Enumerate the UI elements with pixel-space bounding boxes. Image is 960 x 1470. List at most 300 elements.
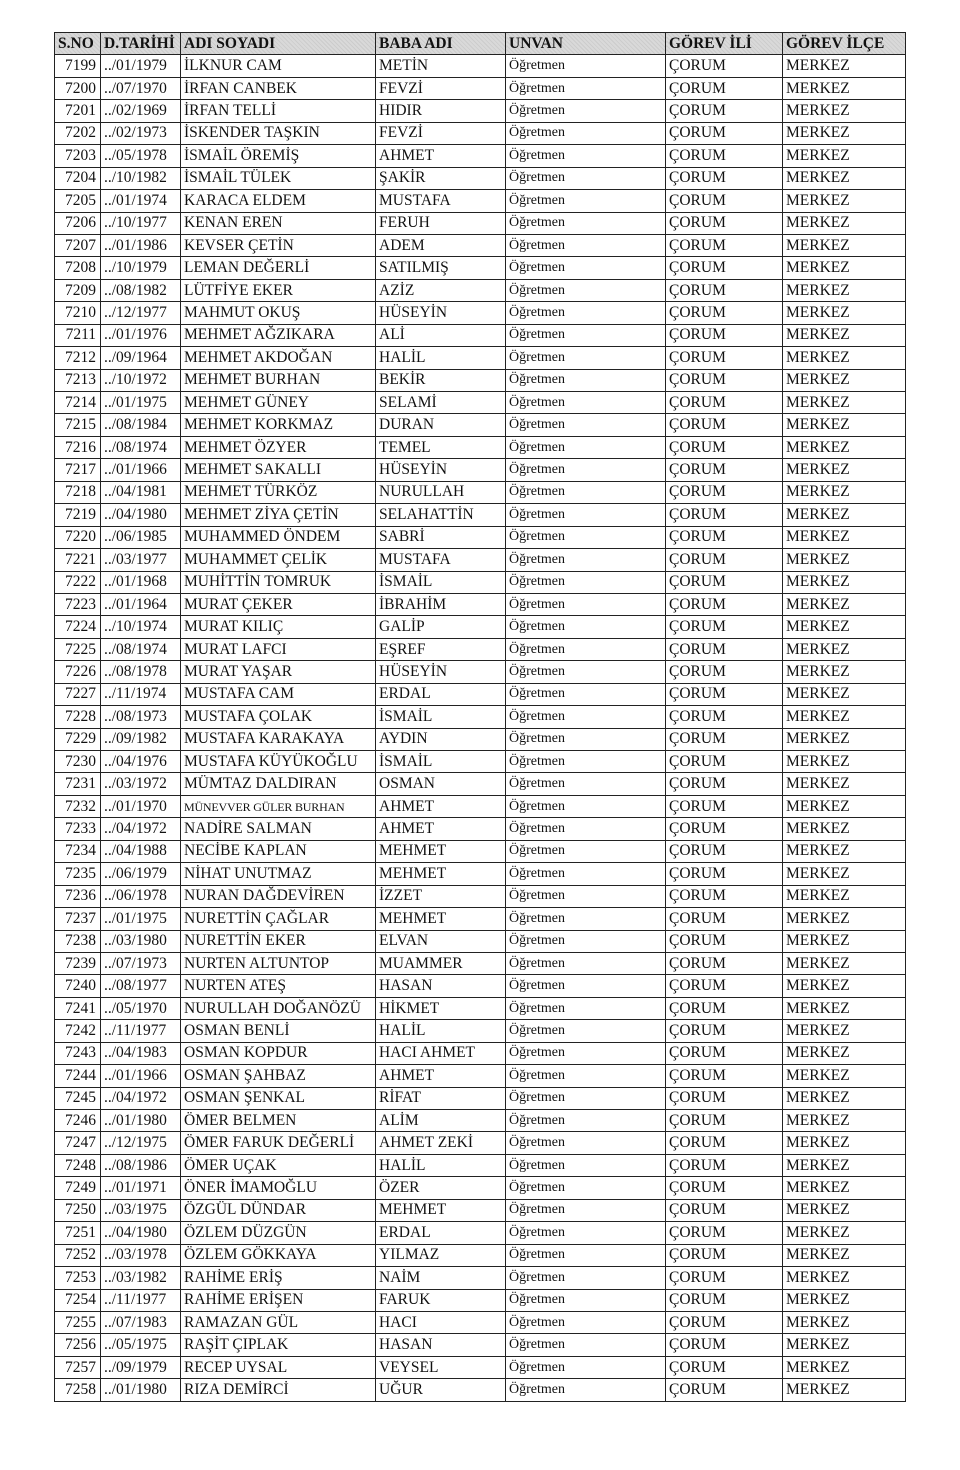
cell-baba-adi: ADEM [376,234,506,256]
cell-gorev-ilce: MERKEZ [783,638,906,660]
cell-sno: 7217 [55,459,101,481]
cell-dogum-tarihi: ../08/1974 [101,638,181,660]
cell-unvan: Öğretmen [506,122,666,144]
cell-adi-soyadi: MEHMET BURHAN [181,369,376,391]
cell-dogum-tarihi: ../05/1978 [101,145,181,167]
header-baba-adi: BABA ADI [376,33,506,55]
cell-sno: 7252 [55,1244,101,1266]
cell-sno: 7238 [55,930,101,952]
cell-gorev-ilce: MERKEZ [783,1087,906,1109]
cell-baba-adi: HALİL [376,347,506,369]
cell-dogum-tarihi: ../01/1968 [101,571,181,593]
table-row [55,1222,906,1244]
cell-baba-adi: HALİL [376,1154,506,1176]
cell-baba-adi: FERUH [376,212,506,234]
cell-gorev-ilce: MERKEZ [783,55,906,77]
cell-gorev-ilce: MERKEZ [783,279,906,301]
table-row [55,1244,906,1266]
cell-baba-adi: MEHMET [376,840,506,862]
cell-adi-soyadi: MEHMET KORKMAZ [181,414,376,436]
cell-dogum-tarihi: ../08/1978 [101,661,181,683]
cell-baba-adi: ALİ [376,324,506,346]
cell-baba-adi: HÜSEYİN [376,302,506,324]
cell-dogum-tarihi: ../09/1979 [101,1356,181,1378]
cell-gorev-ilce: MERKEZ [783,392,906,414]
cell-sno: 7226 [55,661,101,683]
cell-unvan: Öğretmen [506,1177,666,1199]
table-row [55,997,906,1019]
cell-baba-adi: SABRİ [376,526,506,548]
cell-unvan: Öğretmen [506,975,666,997]
cell-unvan: Öğretmen [506,1311,666,1333]
cell-gorev-ilce: MERKEZ [783,414,906,436]
cell-gorev-ili: ÇORUM [666,840,783,862]
cell-gorev-ilce: MERKEZ [783,571,906,593]
cell-gorev-ili: ÇORUM [666,257,783,279]
cell-gorev-ili: ÇORUM [666,122,783,144]
cell-sno: 7206 [55,212,101,234]
cell-dogum-tarihi: ../03/1982 [101,1267,181,1289]
cell-gorev-ilce: MERKEZ [783,257,906,279]
cell-gorev-ilce: MERKEZ [783,728,906,750]
cell-adi-soyadi: RAHİME ERİŞEN [181,1289,376,1311]
table-row [55,212,906,234]
cell-unvan: Öğretmen [506,997,666,1019]
cell-gorev-ili: ÇORUM [666,1379,783,1401]
cell-adi-soyadi: MEHMET AĞZIKARA [181,324,376,346]
table-row [55,1379,906,1401]
table-row [55,234,906,256]
cell-gorev-ilce: MERKEZ [783,481,906,503]
cell-gorev-ili: ÇORUM [666,1177,783,1199]
cell-dogum-tarihi: ../12/1975 [101,1132,181,1154]
cell-dogum-tarihi: ../08/1974 [101,436,181,458]
cell-unvan: Öğretmen [506,1132,666,1154]
table-row [55,908,906,930]
table-row [55,190,906,212]
cell-baba-adi: ELVAN [376,930,506,952]
cell-gorev-ilce: MERKEZ [783,1379,906,1401]
cell-gorev-ilce: MERKEZ [783,77,906,99]
cell-adi-soyadi: MÜMTAZ DALDIRAN [181,773,376,795]
header-unvan: UNVAN [506,33,666,55]
cell-adi-soyadi: İSMAİL ÖREMİŞ [181,145,376,167]
cell-gorev-ilce: MERKEZ [783,863,906,885]
cell-unvan: Öğretmen [506,908,666,930]
cell-baba-adi: UĞUR [376,1379,506,1401]
cell-gorev-ilce: MERKEZ [783,930,906,952]
cell-dogum-tarihi: ../01/1964 [101,593,181,615]
cell-sno: 7227 [55,683,101,705]
table-row [55,1311,906,1333]
cell-sno: 7225 [55,638,101,660]
cell-unvan: Öğretmen [506,414,666,436]
cell-gorev-ili: ÇORUM [666,77,783,99]
cell-baba-adi: HASAN [376,1334,506,1356]
cell-dogum-tarihi: ../04/1988 [101,840,181,862]
cell-sno: 7200 [55,77,101,99]
table-row [55,1042,906,1064]
cell-gorev-ili: ÇORUM [666,952,783,974]
table-row [55,1065,906,1087]
cell-sno: 7213 [55,369,101,391]
cell-adi-soyadi: LÜTFİYE EKER [181,279,376,301]
cell-gorev-ili: ÇORUM [666,302,783,324]
cell-gorev-ili: ÇORUM [666,706,783,728]
table-row [55,593,906,615]
cell-gorev-ilce: MERKEZ [783,683,906,705]
cell-unvan: Öğretmen [506,1334,666,1356]
cell-unvan: Öğretmen [506,145,666,167]
header-gorev-ilce: GÖREV İLÇE [783,33,906,55]
cell-gorev-ilce: MERKEZ [783,212,906,234]
cell-gorev-ilce: MERKEZ [783,526,906,548]
cell-baba-adi: VEYSEL [376,1356,506,1378]
cell-baba-adi: İSMAİL [376,751,506,773]
cell-sno: 7204 [55,167,101,189]
cell-sno: 7210 [55,302,101,324]
cell-gorev-ili: ÇORUM [666,1222,783,1244]
personnel-table [54,32,906,1402]
table-row [55,1199,906,1221]
cell-unvan: Öğretmen [506,952,666,974]
cell-dogum-tarihi: ../03/1977 [101,549,181,571]
cell-adi-soyadi: MUSTAFA KARAKAYA [181,728,376,750]
cell-gorev-ili: ÇORUM [666,818,783,840]
cell-gorev-ilce: MERKEZ [783,1042,906,1064]
cell-baba-adi: İBRAHİM [376,593,506,615]
cell-unvan: Öğretmen [506,212,666,234]
cell-gorev-ilce: MERKEZ [783,549,906,571]
cell-adi-soyadi: NADİRE SALMAN [181,818,376,840]
cell-adi-soyadi: OSMAN KOPDUR [181,1042,376,1064]
cell-sno: 7249 [55,1177,101,1199]
cell-adi-soyadi: ÖZLEM DÜZGÜN [181,1222,376,1244]
cell-gorev-ilce: MERKEZ [783,661,906,683]
cell-baba-adi: ALİM [376,1110,506,1132]
cell-sno: 7209 [55,279,101,301]
cell-unvan: Öğretmen [506,1244,666,1266]
cell-unvan: Öğretmen [506,728,666,750]
cell-sno: 7232 [55,795,101,817]
cell-gorev-ilce: MERKEZ [783,1065,906,1087]
cell-dogum-tarihi: ../03/1978 [101,1244,181,1266]
cell-sno: 7258 [55,1379,101,1401]
table-row [55,392,906,414]
table-row [55,122,906,144]
cell-gorev-ili: ÇORUM [666,55,783,77]
cell-adi-soyadi: NURTEN ALTUNTOP [181,952,376,974]
cell-gorev-ilce: MERKEZ [783,1154,906,1176]
table-row [55,459,906,481]
cell-gorev-ili: ÇORUM [666,526,783,548]
cell-gorev-ili: ÇORUM [666,1154,783,1176]
cell-unvan: Öğretmen [506,751,666,773]
cell-adi-soyadi: MURAT KILIÇ [181,616,376,638]
table-row [55,1154,906,1176]
cell-sno: 7231 [55,773,101,795]
cell-gorev-ilce: MERKEZ [783,122,906,144]
cell-gorev-ilce: MERKEZ [783,1244,906,1266]
cell-unvan: Öğretmen [506,504,666,526]
cell-baba-adi: AZİZ [376,279,506,301]
cell-gorev-ilce: MERKEZ [783,1289,906,1311]
cell-sno: 7248 [55,1154,101,1176]
cell-sno: 7235 [55,863,101,885]
cell-gorev-ilce: MERKEZ [783,190,906,212]
cell-adi-soyadi: MUHAMMET ÇELİK [181,549,376,571]
cell-unvan: Öğretmen [506,369,666,391]
cell-gorev-ilce: MERKEZ [783,167,906,189]
cell-baba-adi: HACI AHMET [376,1042,506,1064]
cell-dogum-tarihi: ../08/1984 [101,414,181,436]
cell-sno: 7201 [55,100,101,122]
cell-baba-adi: AHMET [376,818,506,840]
cell-unvan: Öğretmen [506,683,666,705]
cell-baba-adi: HASAN [376,975,506,997]
cell-dogum-tarihi: ../01/1986 [101,234,181,256]
cell-sno: 7247 [55,1132,101,1154]
cell-baba-adi: NAİM [376,1267,506,1289]
cell-adi-soyadi: ÖMER FARUK DEĞERLİ [181,1132,376,1154]
cell-sno: 7205 [55,190,101,212]
cell-gorev-ili: ÇORUM [666,1289,783,1311]
cell-gorev-ilce: MERKEZ [783,997,906,1019]
cell-adi-soyadi: KEVSER ÇETİN [181,234,376,256]
cell-unvan: Öğretmen [506,840,666,862]
cell-gorev-ili: ÇORUM [666,414,783,436]
cell-gorev-ili: ÇORUM [666,504,783,526]
header-dogum-tarihi: D.TARİHİ [101,33,181,55]
cell-unvan: Öğretmen [506,392,666,414]
cell-gorev-ilce: MERKEZ [783,234,906,256]
cell-adi-soyadi: RAHİME ERİŞ [181,1267,376,1289]
cell-baba-adi: METİN [376,55,506,77]
table-row [55,1289,906,1311]
cell-gorev-ilce: MERKEZ [783,952,906,974]
cell-adi-soyadi: OSMAN ŞENKAL [181,1087,376,1109]
cell-sno: 7237 [55,908,101,930]
cell-sno: 7202 [55,122,101,144]
cell-dogum-tarihi: ../06/1978 [101,885,181,907]
cell-baba-adi: ERDAL [376,1222,506,1244]
cell-adi-soyadi: NURULLAH DOĞANÖZÜ [181,997,376,1019]
cell-gorev-ili: ÇORUM [666,549,783,571]
cell-dogum-tarihi: ../01/1966 [101,459,181,481]
cell-baba-adi: ŞAKİR [376,167,506,189]
cell-unvan: Öğretmen [506,100,666,122]
cell-dogum-tarihi: ../01/1976 [101,324,181,346]
cell-unvan: Öğretmen [506,1087,666,1109]
table-row [55,414,906,436]
cell-dogum-tarihi: ../01/1980 [101,1379,181,1401]
cell-sno: 7242 [55,1020,101,1042]
cell-gorev-ilce: MERKEZ [783,504,906,526]
cell-adi-soyadi: MEHMET ÖZYER [181,436,376,458]
cell-dogum-tarihi: ../04/1976 [101,751,181,773]
cell-sno: 7246 [55,1110,101,1132]
cell-unvan: Öğretmen [506,347,666,369]
cell-sno: 7255 [55,1311,101,1333]
cell-gorev-ilce: MERKEZ [783,369,906,391]
header-sno: S.NO [55,33,101,55]
table-row [55,100,906,122]
cell-adi-soyadi: MUSTAFA ÇOLAK [181,706,376,728]
table-row [55,257,906,279]
cell-gorev-ili: ÇORUM [666,1199,783,1221]
cell-sno: 7236 [55,885,101,907]
cell-adi-soyadi: RAŞİT ÇIPLAK [181,1334,376,1356]
cell-gorev-ili: ÇORUM [666,885,783,907]
cell-unvan: Öğretmen [506,279,666,301]
cell-dogum-tarihi: ../04/1983 [101,1042,181,1064]
cell-adi-soyadi: MEHMET SAKALLI [181,459,376,481]
cell-gorev-ili: ÇORUM [666,481,783,503]
table-header [55,33,906,55]
cell-sno: 7244 [55,1065,101,1087]
cell-unvan: Öğretmen [506,863,666,885]
cell-gorev-ilce: MERKEZ [783,616,906,638]
cell-sno: 7222 [55,571,101,593]
cell-unvan: Öğretmen [506,616,666,638]
cell-sno: 7243 [55,1042,101,1064]
table-row [55,504,906,526]
cell-baba-adi: AHMET [376,795,506,817]
cell-adi-soyadi: İRFAN TELLİ [181,100,376,122]
cell-sno: 7211 [55,324,101,346]
cell-unvan: Öğretmen [506,638,666,660]
cell-dogum-tarihi: ../08/1982 [101,279,181,301]
cell-gorev-ili: ÇORUM [666,930,783,952]
cell-gorev-ilce: MERKEZ [783,1267,906,1289]
cell-baba-adi: MUSTAFA [376,549,506,571]
cell-gorev-ilce: MERKEZ [783,347,906,369]
cell-gorev-ilce: MERKEZ [783,1199,906,1221]
cell-baba-adi: AYDIN [376,728,506,750]
cell-adi-soyadi: RIZA DEMİRCİ [181,1379,376,1401]
cell-gorev-ili: ÇORUM [666,234,783,256]
cell-unvan: Öğretmen [506,1379,666,1401]
table-row [55,167,906,189]
cell-gorev-ilce: MERKEZ [783,1177,906,1199]
cell-baba-adi: OSMAN [376,773,506,795]
cell-unvan: Öğretmen [506,1222,666,1244]
cell-gorev-ilce: MERKEZ [783,593,906,615]
cell-baba-adi: HALİL [376,1020,506,1042]
table-row [55,1132,906,1154]
cell-gorev-ili: ÇORUM [666,863,783,885]
cell-adi-soyadi: LEMAN DEĞERLİ [181,257,376,279]
cell-unvan: Öğretmen [506,795,666,817]
cell-gorev-ilce: MERKEZ [783,773,906,795]
cell-gorev-ili: ÇORUM [666,1267,783,1289]
cell-adi-soyadi: RECEP UYSAL [181,1356,376,1378]
cell-unvan: Öğretmen [506,818,666,840]
cell-baba-adi: EŞREF [376,638,506,660]
cell-adi-soyadi: ÖNER İMAMOĞLU [181,1177,376,1199]
table-row [55,1087,906,1109]
header-row [55,33,906,55]
cell-gorev-ilce: MERKEZ [783,818,906,840]
cell-adi-soyadi: ÖMER UÇAK [181,1154,376,1176]
cell-gorev-ili: ÇORUM [666,392,783,414]
cell-gorev-ili: ÇORUM [666,1356,783,1378]
table-row [55,1110,906,1132]
table-row [55,1334,906,1356]
cell-baba-adi: RİFAT [376,1087,506,1109]
cell-baba-adi: MUSTAFA [376,190,506,212]
cell-unvan: Öğretmen [506,77,666,99]
cell-gorev-ilce: MERKEZ [783,1222,906,1244]
cell-dogum-tarihi: ../04/1980 [101,504,181,526]
table-row [55,728,906,750]
table-row [55,885,906,907]
cell-sno: 7215 [55,414,101,436]
cell-dogum-tarihi: ../06/1979 [101,863,181,885]
table-body [55,55,906,1401]
cell-gorev-ilce: MERKEZ [783,459,906,481]
cell-dogum-tarihi: ../08/1973 [101,706,181,728]
cell-dogum-tarihi: ../03/1980 [101,930,181,952]
cell-adi-soyadi: MUSTAFA KÜYÜKOĞLU [181,751,376,773]
cell-adi-soyadi: İSMAİL TÜLEK [181,167,376,189]
cell-gorev-ilce: MERKEZ [783,1311,906,1333]
cell-dogum-tarihi: ../01/1980 [101,1110,181,1132]
cell-unvan: Öğretmen [506,885,666,907]
cell-baba-adi: MEHMET [376,863,506,885]
cell-sno: 7221 [55,549,101,571]
cell-gorev-ili: ÇORUM [666,1020,783,1042]
cell-gorev-ili: ÇORUM [666,616,783,638]
cell-sno: 7220 [55,526,101,548]
cell-baba-adi: NURULLAH [376,481,506,503]
table-row [55,1267,906,1289]
cell-gorev-ili: ÇORUM [666,1244,783,1266]
cell-unvan: Öğretmen [506,324,666,346]
cell-adi-soyadi: ÖZLEM GÖKKAYA [181,1244,376,1266]
cell-gorev-ili: ÇORUM [666,571,783,593]
table-row [55,773,906,795]
cell-adi-soyadi: MUHAMMED ÖNDEM [181,526,376,548]
cell-gorev-ilce: MERKEZ [783,908,906,930]
cell-dogum-tarihi: ../01/1975 [101,908,181,930]
cell-dogum-tarihi: ../03/1972 [101,773,181,795]
cell-baba-adi: İZZET [376,885,506,907]
cell-adi-soyadi: MAHMUT OKUŞ [181,302,376,324]
cell-baba-adi: İSMAİL [376,571,506,593]
cell-gorev-ili: ÇORUM [666,100,783,122]
cell-gorev-ili: ÇORUM [666,190,783,212]
cell-baba-adi: FARUK [376,1289,506,1311]
cell-baba-adi: SELAHATTİN [376,504,506,526]
cell-adi-soyadi: MUHİTTİN TOMRUK [181,571,376,593]
cell-dogum-tarihi: ../11/1974 [101,683,181,705]
cell-dogum-tarihi: ../05/1975 [101,1334,181,1356]
cell-dogum-tarihi: ../04/1981 [101,481,181,503]
cell-gorev-ili: ÇORUM [666,751,783,773]
cell-sno: 7207 [55,234,101,256]
cell-unvan: Öğretmen [506,1356,666,1378]
cell-sno: 7254 [55,1289,101,1311]
cell-adi-soyadi: MURAT ÇEKER [181,593,376,615]
cell-dogum-tarihi: ../01/1971 [101,1177,181,1199]
cell-adi-soyadi: RAMAZAN GÜL [181,1311,376,1333]
cell-dogum-tarihi: ../06/1985 [101,526,181,548]
table-row [55,683,906,705]
cell-dogum-tarihi: ../04/1972 [101,1087,181,1109]
cell-dogum-tarihi: ../01/1979 [101,55,181,77]
table-row [55,324,906,346]
